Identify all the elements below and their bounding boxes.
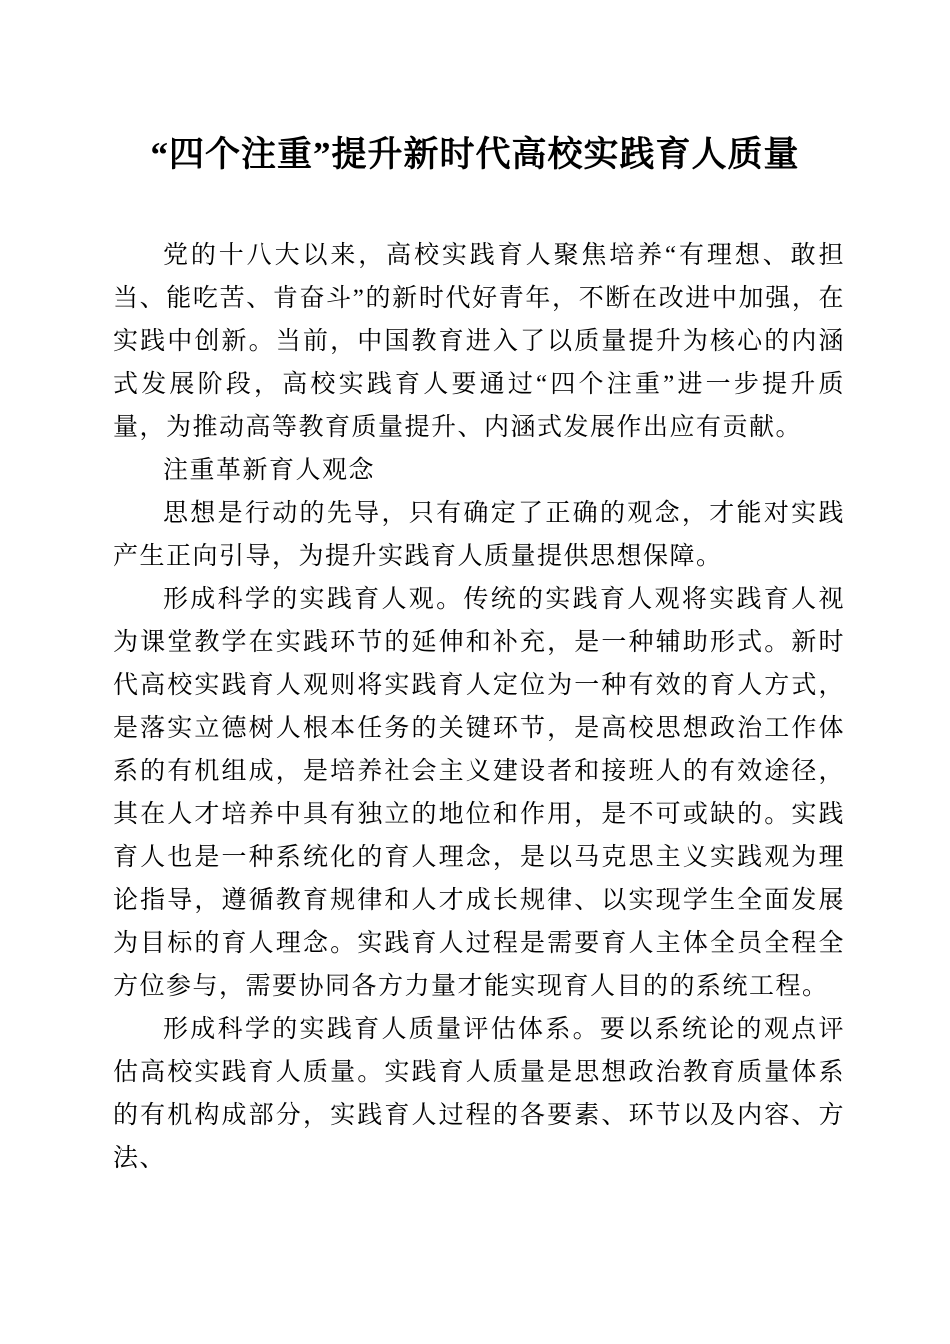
paragraph: 党的十八大以来，高校实践育人聚焦培养“有理想、敢担当、能吃苦、肯奋斗”的新时代好青年，不断在改进中加强，在实践中创新。当前，中国教育进入了以质量提升为核心的内涵式发展阶段，高校实践育人要通过“四个注重”进一步提升质量，为推动高等教育质量提升、内涵式发展作出应有贡献。 bbox=[113, 242, 845, 441]
paragraph: 形成科学的实践育人观。传统的实践育人观将实践育人视为课堂教学在实践环节的延伸和补充，是一种辅助形式。新时代高校实践育人观则将实践育人定位为一种有效的育人方式，是落实立德树人根本任务的关键环节，是高校思想政治工作体系的有机组成，是培养社会主义建设者和接班人的有效途径，其在人才培养中具有独立的地位和作用，是不可或缺的。实践育人也是一种系统化的育人理念，是以马克思主义实践观为理论指导，遵循教育规律和人才成长规律、以实现学生全面发展为目标的育人理念。实践育人过程是需要育人主体全员全程全方位参与，需要协同各方力量才能实现育人目的的系统工程。 bbox=[113, 586, 845, 1000]
document-body bbox=[113, 234, 845, 1180]
section-heading: 注重革新育人观念 bbox=[163, 457, 376, 484]
paragraph: 思想是行动的先导，只有确定了正确的观念，才能对实践产生正向引导，为提升实践育人质量提供思想保障。 bbox=[113, 500, 845, 570]
paragraph: 形成科学的实践育人质量评估体系。要以系统论的观点评估高校实践育人质量。实践育人质量是思想政治教育质量体系的有机构成部分，实践育人过程的各要素、环节以及内容、方法、 bbox=[113, 1016, 845, 1172]
document-title: “四个注重”提升新时代高校实践育人质量 bbox=[150, 135, 800, 174]
